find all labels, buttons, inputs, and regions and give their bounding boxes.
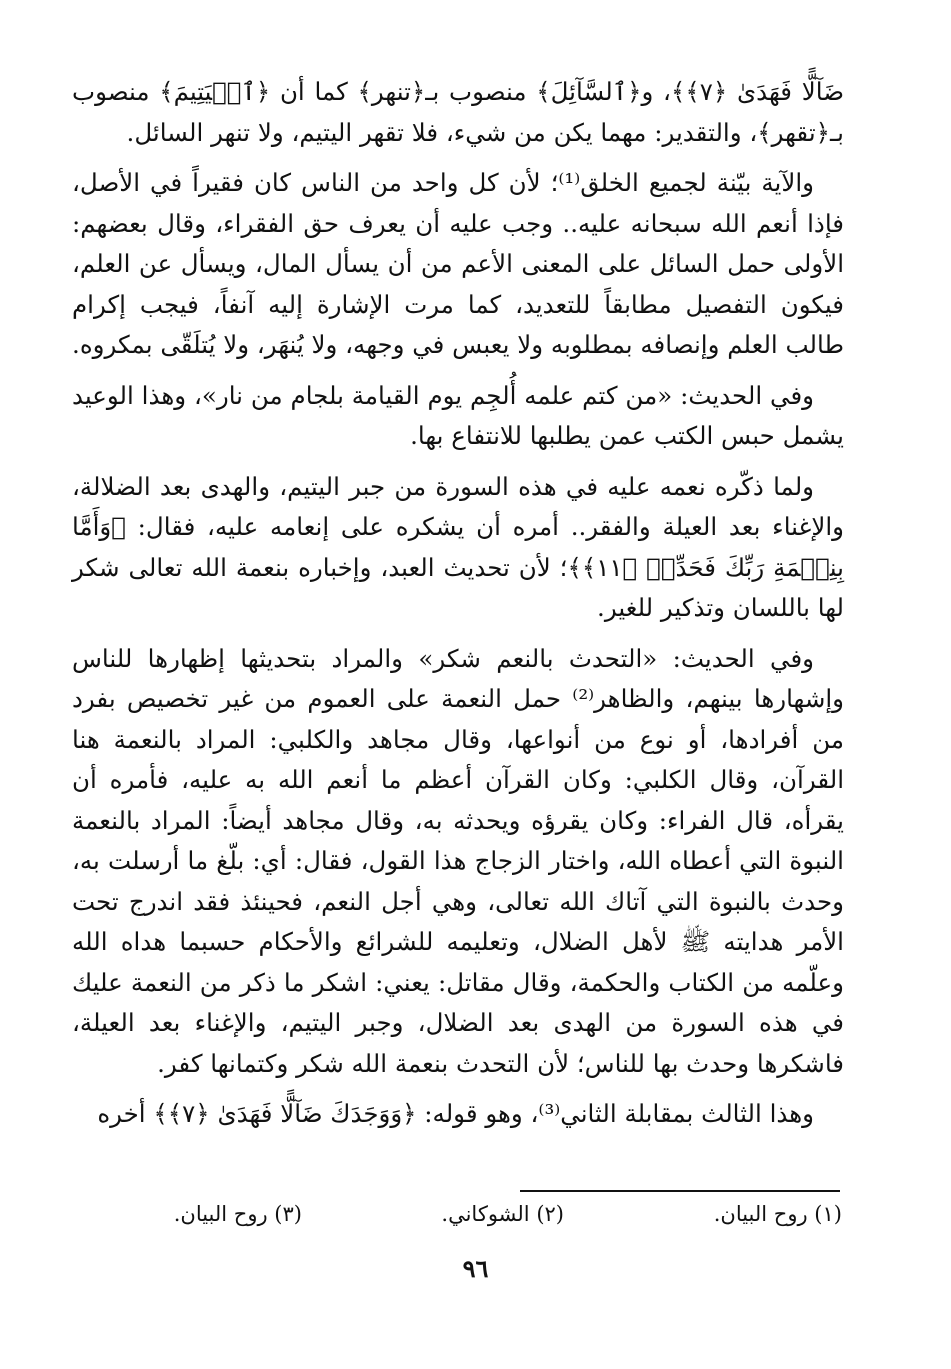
paragraph-2: والآية بيّنة لجميع الخلق⁽¹⁾؛ لأن كل واحد من الناس كان فقيراً في الأصل، فإذا أنعم الله سبحانه عليه.. وجب عليه أن يعرف حق الفقراء، وقال بعضهم: الأولى حمل السائل على المعنى الأعم من أن يسأل المال، ويسأل عن العلم، فيكون التفصيل مطابقاً للتعديد، كما مرت الإشارة إليه آنفاً، فيجب إكرام طالب العلم وإنصافه بمطلوبه ولا يعبس في وجهه، ولا يُنهَر، ولا يُتلَقّى بمكروه. [72, 168, 844, 359]
page-number: ٩٦ [462, 1254, 489, 1283]
footnote-divider [520, 1190, 840, 1192]
paragraph-5: وفي الحديث: «التحدث بالنعم شكر» والمراد بتحديثها إظهارها للناس وإشهارها بينهم، والظاهر⁽²⁾ حمل النعمة على العموم من غير تخصيص بفرد من أفرادها، أو نوع من أنواعها، وقال مجاهد والكلبي: المراد بالنعمة هنا القرآن، وقال الكلبي: وكان القرآن أعظم ما أنعم الله به عليه، فأمره أن يقرأه، قال الفراء: وكان يقرؤه ويحدثه به، وقال مجاهد أيضاً: المراد بالنعمة النبوة التي أعطاه الله، واختار الزجاج هذا القول، فقال: أي: بلّغ ما أرسلت به، وحدث بالنبوة التي آتاك الله تعالى، وهي أجل النعم، فحينئذ فقد اندرج تحت الأمر هدايته ﷺ لأهل الضلال، وتعليمه للشرائع والأحكام حسبما هداه الله وعلّمه من الكتاب والحكمة، وقال مقاتل: يعني: اشكر ما ذكر من النعمة عليك في هذه السورة من الهدى بعد الضلال، وجبر اليتيم، والإغناء بعد العيلة، فاشكرها وحدث بها للناس؛ لأن التحدث بنعمة الله شكر وكتمانها كفر. [72, 643, 845, 1078]
page-body [72, 72, 844, 1145]
paragraph-4: ولما ذكّره نعمه عليه في هذه السورة من جبر اليتيم، والهدى بعد الضلالة، والإغناء بعد العيلة والفقر.. أمره أن يشكره على إنعامه عليه، فقال: ﴿وَأَمَّا بِنِعۡمَةِ رَبِّكَ فَحَدِّثۡ ﴿١١﴾﴾؛ لأن تحديث العبد، وإخباره بنعمة الله تعالى شكر لها باللسان وتذكير للغير. [72, 471, 844, 622]
footnote-3: (٣) روح البيان. [173, 1202, 302, 1226]
paragraph-6: وهذا الثالث بمقابلة الثاني⁽³⁾، وهو قوله: ﴿وَوَجَدَكَ ضَآلًّا فَهَدَىٰ ﴿٧﴾﴾ أخره [97, 1099, 814, 1128]
footnote-1: (١) روح البيان. [713, 1202, 842, 1226]
footnotes [130, 1202, 842, 1242]
paragraph-1: ضَآلًّا فَهَدَىٰ ﴿٧﴾﴾، و﴿ٱلسَّآئِلَ﴾ منصوب بـ﴿تنهر﴾ كما أن ﴿ٱلۡيَتِيمَ﴾ منصوب بـ﴿تقهر﴾، والتقدير: مهما يكن من شيء، فلا تقهر اليتيم، ولا تنهر السائل. [72, 77, 844, 147]
footnote-2: (٢) الشوكاني. [441, 1202, 564, 1226]
paragraph-3: وفي الحديث: «من كتم علمه أُلجِم يوم القيامة بلجام من نار»، وهذا الوعيد يشمل حبس الكتب عمن يطلبها للانتفاع بها. [72, 380, 844, 450]
